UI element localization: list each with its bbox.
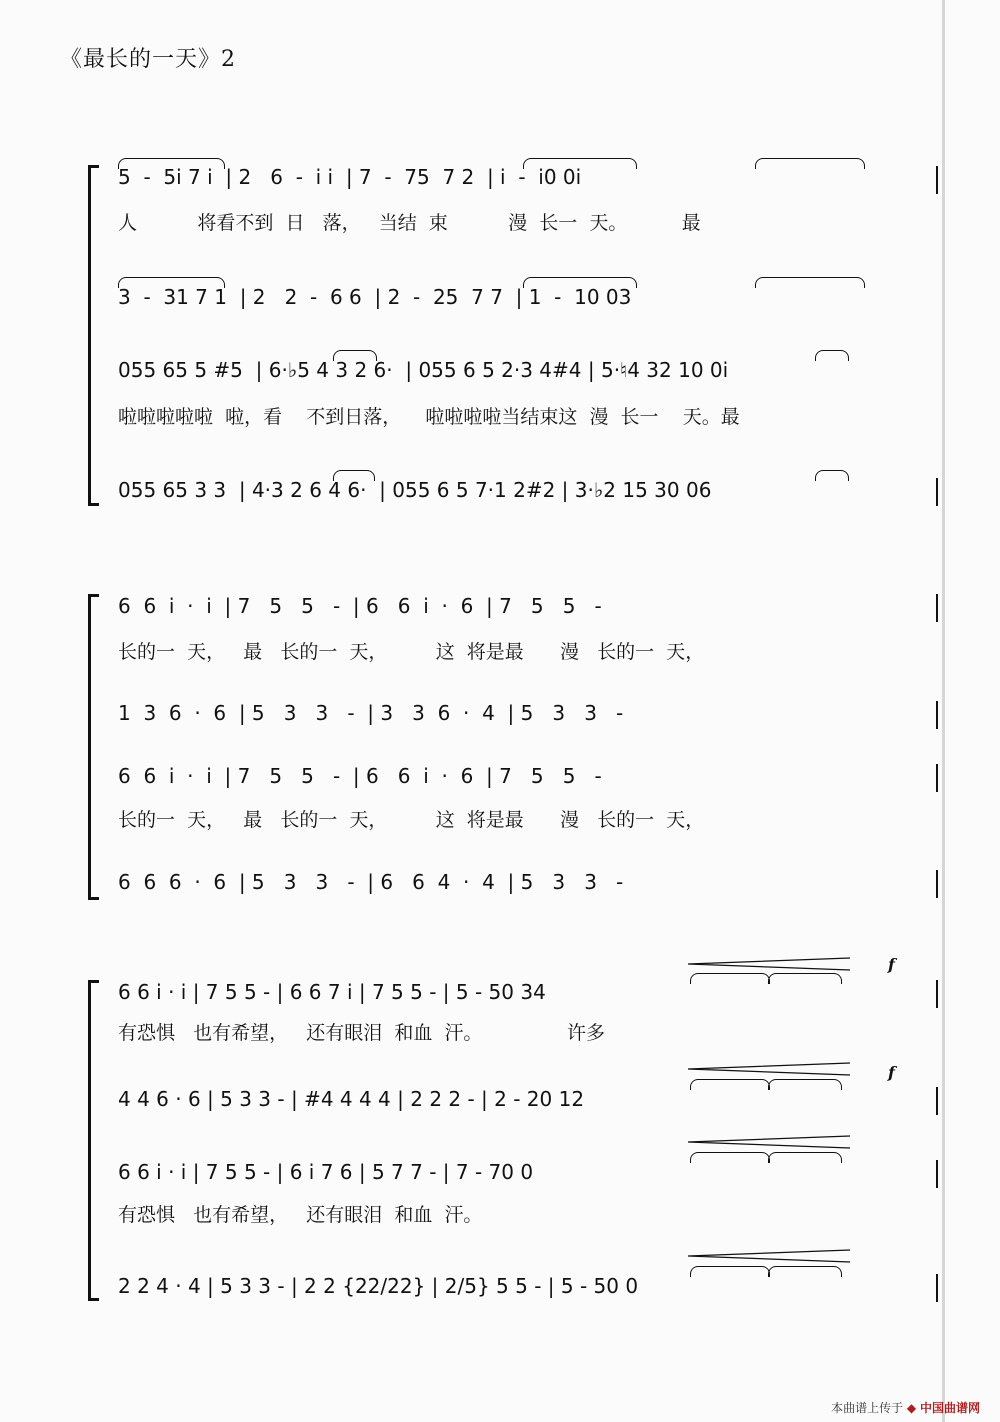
system-bracket [88,980,99,1301]
final-barline [936,1087,938,1115]
crescendo-hairpin [688,1135,853,1149]
tie [768,1266,842,1277]
crescendo-hairpin [688,1062,853,1076]
slur [523,158,637,169]
bass-notes-row: 055 65 3 3 | 4·3 2 6 4 6· | 055 6 5 7·1 2#2 | 3·♭2 15 30 06 [118,478,712,502]
soprano-notes-row: 5 - 5i 7 i | 2 6 - i i | 7 - 75 7 2 | i - i0 0i [118,165,582,189]
soprano-notes-row: 6 6 i · i | 7 5 5 - | 6 6 i · 6 | 7 5 5 - [118,594,602,618]
slur [755,277,865,288]
slur [523,277,637,288]
alto-notes-row: 4 4 6 · 6 | 5 3 3 - | #4 4 4 4 | 2 2 2 - | 2 - 20 12 [118,1087,585,1111]
slur [755,158,865,169]
lyric-row: 长的一 天， 最 长的一 天， 这 将是最 漫 长的一 天， [118,641,705,663]
tie [690,973,770,984]
tie [690,1266,770,1277]
slur [118,277,225,288]
dynamic-forte-mark: f [888,1063,895,1082]
final-barline [936,166,938,194]
final-barline [936,594,938,622]
final-barline [936,1160,938,1188]
tie [768,973,842,984]
lyric-row: 长的一 天， 最 长的一 天， 这 将是最 漫 长的一 天， [118,809,705,831]
alto-notes-row: 1 3 6 · 6 | 5 3 3 - | 3 3 6 · 4 | 5 3 3 - [118,701,624,725]
dynamic-forte-mark: f [888,955,895,974]
bass-notes-row: 6 6 6 · 6 | 5 3 3 - | 6 6 4 · 4 | 5 3 3 - [118,870,624,894]
final-barline [936,764,938,792]
page-edge [942,0,945,1422]
system-bracket [88,594,99,900]
lyric-row: 人 将看不到 日 落， 当结 束 漫 长一 天。 最 [118,212,701,234]
final-barline [936,980,938,1008]
crescendo-hairpin [688,957,853,971]
tenor-notes-row: 6 6 i · i | 7 5 5 - | 6 i 7 6 | 5 7 7 - | 7 - 70 0 [118,1160,534,1184]
watermark-prefix: 本曲谱上传于 [831,1401,904,1415]
lyric-row: 有恐惧 也有希望， 还有眼泪 和血 汗。 [118,1204,483,1226]
alto-notes-row: 3 - 31 7 1 | 2 2 - 6 6 | 2 - 25 7 7 | 1 - 10 03 [118,285,632,309]
final-barline [936,701,938,729]
slur [333,350,377,361]
slur [118,158,225,169]
tie [690,1079,770,1090]
slur [815,350,849,361]
crescendo-hairpin [688,1249,853,1263]
slur [815,470,849,481]
watermark-logo-icon: ◆ [906,1401,917,1415]
lyric-row: 啦啦啦啦啦 啦，看 不到日落， 啦啦啦啦当结束这 漫 长一 天。最 [118,406,740,428]
tie [768,1152,842,1163]
final-barline [936,478,938,506]
final-barline [936,870,938,898]
tenor-notes-row: 6 6 i · i | 7 5 5 - | 6 6 i · 6 | 7 5 5 - [118,764,602,788]
page-title: 《最长的一天》2 [60,47,236,72]
system-bracket [88,165,99,506]
slur [333,470,375,481]
final-barline [936,1274,938,1302]
watermark-site: 中国曲谱网 [919,1401,980,1415]
soprano-notes-row: 6 6 i · i | 7 5 5 - | 6 6 7 i | 7 5 5 - | 5 - 50 34 [118,980,546,1004]
tie [690,1152,770,1163]
lyric-row: 有恐惧 也有希望， 还有眼泪 和血 汗。 许多 [118,1022,605,1044]
site-watermark [831,1399,980,1416]
bass-notes-row: 2 2 4 · 4 | 5 3 3 - | 2 2 {22/22} | 2/5} 5 5 - | 5 - 50 0 [118,1274,639,1298]
tie [768,1079,842,1090]
tenor-notes-row: 055 65 5 #5 | 6·♭5 4 3 2 6· | 055 6 5 2·3 4#4 | 5·♮4 32 10 0i [118,358,729,382]
